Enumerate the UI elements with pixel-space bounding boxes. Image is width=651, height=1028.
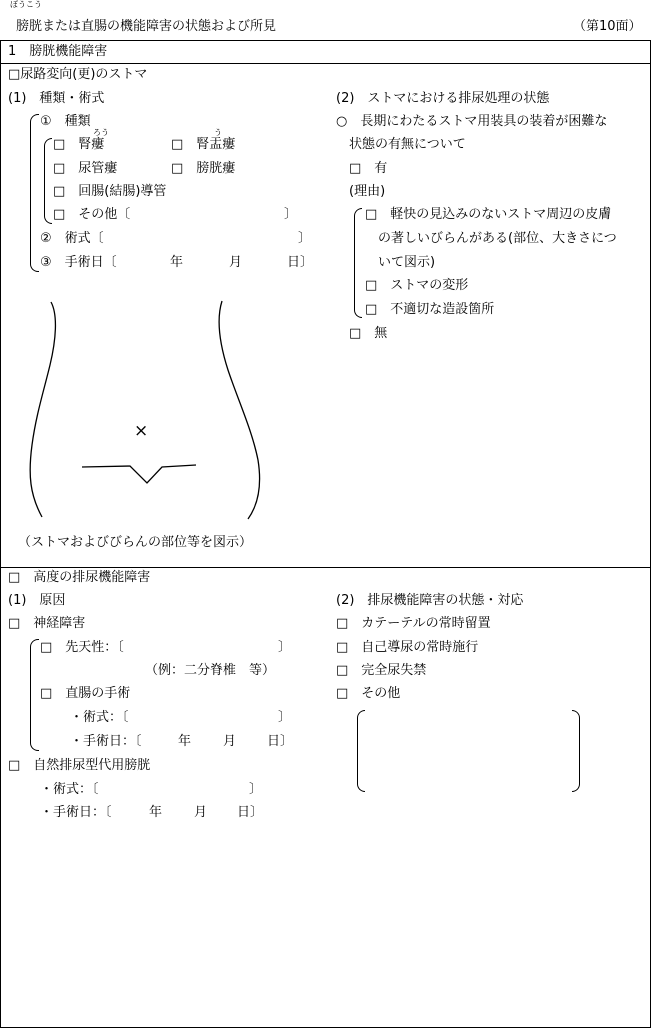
divider-section2: [0, 567, 651, 568]
opt-kaicho[interactable]: □ 回腸(結腸)導管: [53, 184, 167, 199]
natural-option[interactable]: □ 自然排尿型代用膀胱: [8, 758, 151, 773]
opt-nyoukan[interactable]: □ 尿管瘻: [53, 161, 118, 176]
opt-jinrou[interactable]: □ 腎瘻: [53, 137, 105, 152]
catheter-option[interactable]: □ カテーテルの常時留置: [336, 616, 491, 631]
natural-method-label: ・術式：〔: [40, 782, 99, 797]
furigana-boukou: ぼうこう: [10, 0, 42, 9]
reason-1-line2: の著しいびらんがある(部位、大きさにつ: [378, 231, 617, 246]
section2-heading[interactable]: □ 高度の排尿機能障害: [8, 570, 151, 585]
other-bracket-left: [357, 710, 365, 792]
page-number: （第10面）: [573, 19, 642, 34]
stoma-urine-title: (2) ストマにおける排尿処理の状態: [336, 91, 550, 106]
diagram-caption: （ストマおよびびらんの部位等を図示）: [18, 535, 253, 550]
rectal-date-year: 年: [178, 734, 192, 749]
date-label: ③ 手術日〔: [40, 255, 117, 270]
method-label: ② 術式〔: [40, 231, 104, 246]
other-option[interactable]: □ その他: [336, 686, 401, 701]
date-day: 日〕: [287, 255, 314, 270]
incontinence-option[interactable]: □ 完全尿失禁: [336, 663, 427, 678]
type-method-title: (1) 種類・術式: [8, 91, 105, 106]
section1-heading: 1 膀胱機能障害: [8, 44, 108, 59]
body-outline-diagram: [0, 295, 270, 525]
rectal-date-label: ・手術日：〔: [70, 734, 142, 749]
reason-3[interactable]: □ 不適切な造設箇所: [365, 302, 495, 317]
cause-title: (1) 原因: [8, 593, 66, 608]
natural-date-month: 月: [194, 805, 208, 820]
question-line1: ○ 長期にわたるストマ用装具の装着が困難な: [336, 114, 608, 129]
neuro-bracket: [30, 639, 39, 751]
dysfunction-title: (2) 排尿機能障害の状態・対応: [336, 593, 524, 608]
outer-bracket: [30, 114, 39, 272]
furigana-jinrou: ろう: [93, 128, 109, 137]
natural-date-label: ・手術日：〔: [40, 805, 112, 820]
opt-other-close: 〕: [284, 207, 298, 222]
congenital-option[interactable]: □ 先天性：〔: [40, 640, 124, 655]
opt-jinurou[interactable]: □ 腎盂瘻: [171, 137, 236, 152]
stoma-mark: ×: [134, 421, 149, 441]
opt-other[interactable]: □ その他〔: [53, 207, 131, 222]
self-cath-option[interactable]: □ 自己導尿の常時施行: [336, 640, 479, 655]
natural-date-year: 年: [149, 805, 163, 820]
reason-2[interactable]: □ ストマの変形: [365, 278, 469, 293]
rectal-date-day: 日〕: [267, 734, 294, 749]
rectal-method-label: ・術式：〔: [70, 710, 129, 725]
date-year: 年: [170, 255, 184, 270]
furigana-jinu: う: [214, 128, 222, 137]
reason-1-line1[interactable]: □ 軽快の見込みのないストマ周辺の皮膚: [365, 207, 612, 222]
page-title: 膀胱または直腸の機能障害の状態および所見: [16, 19, 277, 34]
congenital-example: （例：二分脊椎 等）: [145, 663, 276, 678]
opt-no[interactable]: □ 無: [349, 326, 388, 341]
neuro-option[interactable]: □ 神経障害: [8, 616, 86, 631]
divider-section1: [0, 63, 651, 64]
reason-1-line3: いて図示): [378, 255, 436, 270]
stoma-checkbox-label[interactable]: □尿路変向(更)のストマ: [8, 67, 148, 82]
opt-yes[interactable]: □ 有: [349, 161, 388, 176]
other-bracket-right: [572, 710, 580, 792]
natural-date-day: 日〕: [237, 805, 264, 820]
date-month: 月: [229, 255, 243, 270]
question-line2: 状態の有無について: [349, 137, 466, 152]
natural-method-close: 〕: [249, 782, 263, 797]
type-bracket: [44, 138, 52, 224]
type-label: ① 種類: [40, 114, 91, 129]
rectal-option[interactable]: □ 直腸の手術: [40, 686, 131, 701]
reason-label: (理由): [349, 184, 386, 199]
opt-boukou[interactable]: □ 膀胱瘻: [171, 161, 236, 176]
congenital-close: 〕: [278, 640, 292, 655]
rectal-method-close: 〕: [278, 710, 292, 725]
reason-bracket: [354, 208, 362, 318]
method-close: 〕: [298, 231, 312, 246]
rectal-date-month: 月: [223, 734, 237, 749]
